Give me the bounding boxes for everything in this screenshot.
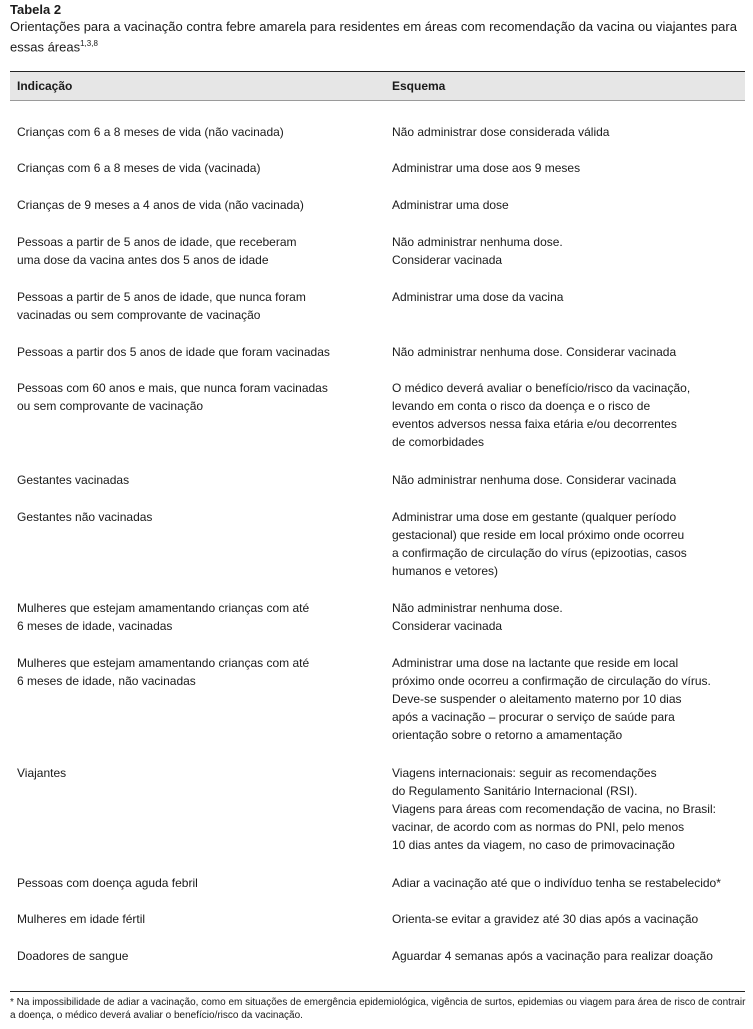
cell-indicacao: Pessoas a partir dos 5 anos de idade que foram vacinadas: [17, 345, 330, 359]
cell-esquema: Aguardar 4 semanas após a vacinação para realizar doação: [392, 949, 713, 963]
cell-indicacao: Mulheres em idade fértil: [17, 912, 146, 926]
cell-indicacao: Gestantes não vacinadas: [17, 510, 153, 524]
cell-esquema: Não administrar nenhuma dose. Considerar vacinada: [392, 473, 677, 487]
cell-esquema: Orienta-se evitar a gravidez até 30 dias após a vacinação: [392, 912, 699, 926]
cell-indicacao: Viajantes: [17, 766, 67, 780]
table-title-text: Orientações para a vacinação contra febre amarela para residentes em áreas com recomendação da vacina ou viajantes para essas áreas: [10, 19, 737, 55]
cell-indicacao: Crianças com 6 a 8 meses de vida (não vacinada): [17, 125, 284, 139]
table-header: [10, 72, 745, 101]
table-title: [10, 18, 745, 55]
cell-indicacao: Pessoas a partir de 5 anos de idade, que nunca foram vacinadas ou sem comprovante de vacinação: [17, 290, 306, 322]
table-bottom-rule: [10, 991, 745, 992]
cell-indicacao: Doadores de sangue: [17, 949, 129, 963]
cell-esquema: Administrar uma dose em gestante (qualquer período gestacional) que reside em local próximo onde ocorreu a confirmação de circulação do vírus (epizootias, casos humanos e vetores): [392, 510, 687, 578]
cell-indicacao: Pessoas com 60 anos e mais, que nunca foram vacinadas ou sem comprovante de vacinação: [17, 381, 328, 413]
cell-esquema: Administrar uma dose: [392, 198, 509, 212]
cell-indicacao: Crianças com 6 a 8 meses de vida (vacinada): [17, 161, 261, 175]
cell-esquema: Administrar uma dose na lactante que reside em local próximo onde ocorreu a confirmação de circulação do vírus. Deve-se suspender o aleitamento materno por 10 dias após a vacinação – procurar o serviço de saúde para orientação sobre o retorno a amamentação: [392, 656, 711, 742]
cell-esquema: Não administrar nenhuma dose. Considerar vacinada: [392, 601, 563, 633]
cell-indicacao: Mulheres que estejam amamentando crianças com até 6 meses de idade, não vacinadas: [17, 656, 310, 688]
cell-esquema: O médico deverá avaliar o benefício/risco da vacinação, levando em conta o risco da doença e o risco de eventos adversos nessa faixa etária e/ou decorrentes de comorbidades: [392, 381, 691, 449]
cell-esquema: Administrar uma dose da vacina: [392, 290, 564, 304]
cell-esquema: Não administrar dose considerada válida: [392, 125, 610, 139]
table-title-refs: 1,3,8: [80, 39, 98, 48]
table-label: Tabela 2: [10, 2, 62, 17]
vaccination-table: [10, 71, 745, 963]
cell-indicacao: Pessoas a partir de 5 anos de idade, que receberam uma dose da vacina antes dos 5 anos de idade: [17, 235, 297, 267]
cell-indicacao: Crianças de 9 meses a 4 anos de vida (não vacinada): [17, 198, 304, 212]
table-footnote: * Na impossibilidade de adiar a vacinação, como em situações de emergência epidemiológica, vigência de surtos, epidemias ou viagem para área de risco de contrair a doença, o médico deverá avaliar o benefício/risco da vacinação.: [10, 997, 746, 1021]
cell-indicacao: Gestantes vacinadas: [17, 473, 130, 487]
cell-indicacao: Mulheres que estejam amamentando crianças com até 6 meses de idade, vacinadas: [17, 601, 310, 633]
cell-esquema: Não administrar nenhuma dose. Considerar vacinada: [392, 345, 677, 359]
cell-esquema: Administrar uma dose aos 9 meses: [392, 161, 581, 175]
cell-esquema: Adiar a vacinação até que o indivíduo tenha se restabelecido*: [392, 876, 721, 890]
header-esquema: Esquema: [392, 79, 446, 93]
cell-esquema: Não administrar nenhuma dose. Considerar vacinada: [392, 235, 563, 267]
table-caption: [10, 2, 745, 55]
cell-esquema: Viagens internacionais: seguir as recomendações do Regulamento Sanitário Internacional (RSI). Viagens para áreas com recomendação de vacina, no Brasil: vacinar, de acordo com as normas do PNI, pelo menos 10 dias antes da viagem, no caso de primovacinação: [392, 766, 716, 852]
cell-indicacao: Pessoas com doença aguda febril: [17, 876, 198, 890]
header-indicacao: Indicação: [17, 79, 73, 93]
